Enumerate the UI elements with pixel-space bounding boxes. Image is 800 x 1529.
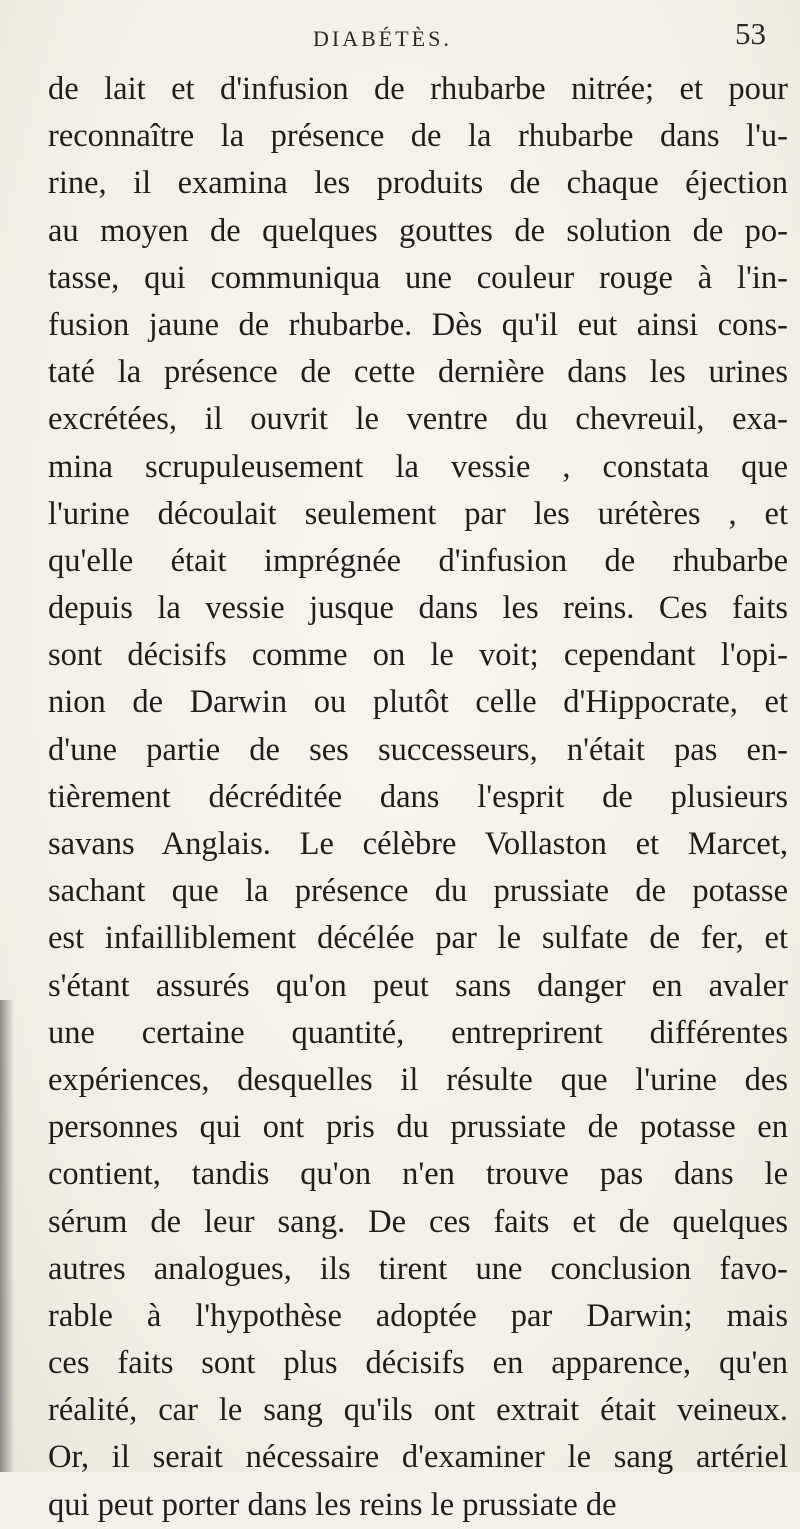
text-line: sachant que la présence du prussiate de potasse xyxy=(48,873,788,910)
text-line: est infailliblement décélée par le sulfate de fer, et xyxy=(48,920,788,957)
text-line: au moyen de quelques gouttes de solution de po- xyxy=(48,212,788,249)
text-line: ces faits sont plus décisifs en apparence, qu'en xyxy=(48,1345,788,1382)
text-line: réalité, car le sang qu'ils ont extrait était veineux. xyxy=(48,1392,788,1429)
text-line: nion de Darwin ou plutôt celle d'Hippocrate, et xyxy=(48,684,788,721)
text-line: mina scrupuleusement la vessie , constata que xyxy=(48,448,788,485)
body-text xyxy=(48,66,788,1529)
running-title: DIABÉTÈS. xyxy=(313,26,452,51)
text-line: tièrement décréditée dans l'esprit de plusieurs xyxy=(48,778,788,815)
text-line: fusion jaune de rhubarbe. Dès qu'il eut ainsi cons- xyxy=(48,306,788,343)
text-line: savans Anglais. Le célèbre Vollaston et Marcet, xyxy=(48,826,788,862)
text-line: rine, il examina les produits de chaque éjection xyxy=(48,165,788,202)
text-line: tasse, qui communiqua une couleur rouge à l'in- xyxy=(48,259,788,296)
page-number: 53 xyxy=(735,16,766,51)
text-line: expériences, desquelles il résulte que l'urine des xyxy=(48,1061,788,1098)
text-line: s'étant assurés qu'on peut sans danger en avaler xyxy=(48,967,788,1004)
text-line: taté la présence de cette dernière dans les urines xyxy=(48,354,788,391)
text-line: une certaine quantité, entreprirent différentes xyxy=(48,1014,788,1051)
text-line: personnes qui ont pris du prussiate de potasse en xyxy=(48,1109,788,1146)
text-line: Or, il serait nécessaire d'examiner le sang artériel xyxy=(48,1439,788,1476)
text-line: de lait et d'infusion de rhubarbe nitrée; et pour xyxy=(48,71,788,107)
text-line: contient, tandis qu'on n'en trouve pas dans le xyxy=(48,1156,788,1193)
text-line: rable à l'hypothèse adoptée par Darwin; mais xyxy=(48,1297,788,1334)
text-line: d'une partie de ses successeurs, n'était pas en- xyxy=(48,731,788,768)
running-head xyxy=(0,16,800,66)
text-line: qui peut porter dans les reins le prussiate de xyxy=(48,1486,617,1523)
text-line: sont décisifs comme on le voit; cependant l'opi- xyxy=(48,637,788,674)
text-line: qu'elle était imprégnée d'infusion de rhubarbe xyxy=(48,542,788,579)
binding-shadow xyxy=(0,1000,14,1472)
text-line: reconnaître la présence de la rhubarbe dans l'u- xyxy=(48,118,788,155)
text-line: autres analogues, ils tirent une conclusion favo- xyxy=(48,1250,788,1287)
text-line: sérum de leur sang. De ces faits et de quelques xyxy=(48,1203,788,1240)
text-line: l'urine découlait seulement par les urétères , et xyxy=(48,495,788,532)
text-line: excrétées, il ouvrit le ventre du chevreuil, exa- xyxy=(48,401,788,438)
text-line: depuis la vessie jusque dans les reins. Ces faits xyxy=(48,590,788,627)
